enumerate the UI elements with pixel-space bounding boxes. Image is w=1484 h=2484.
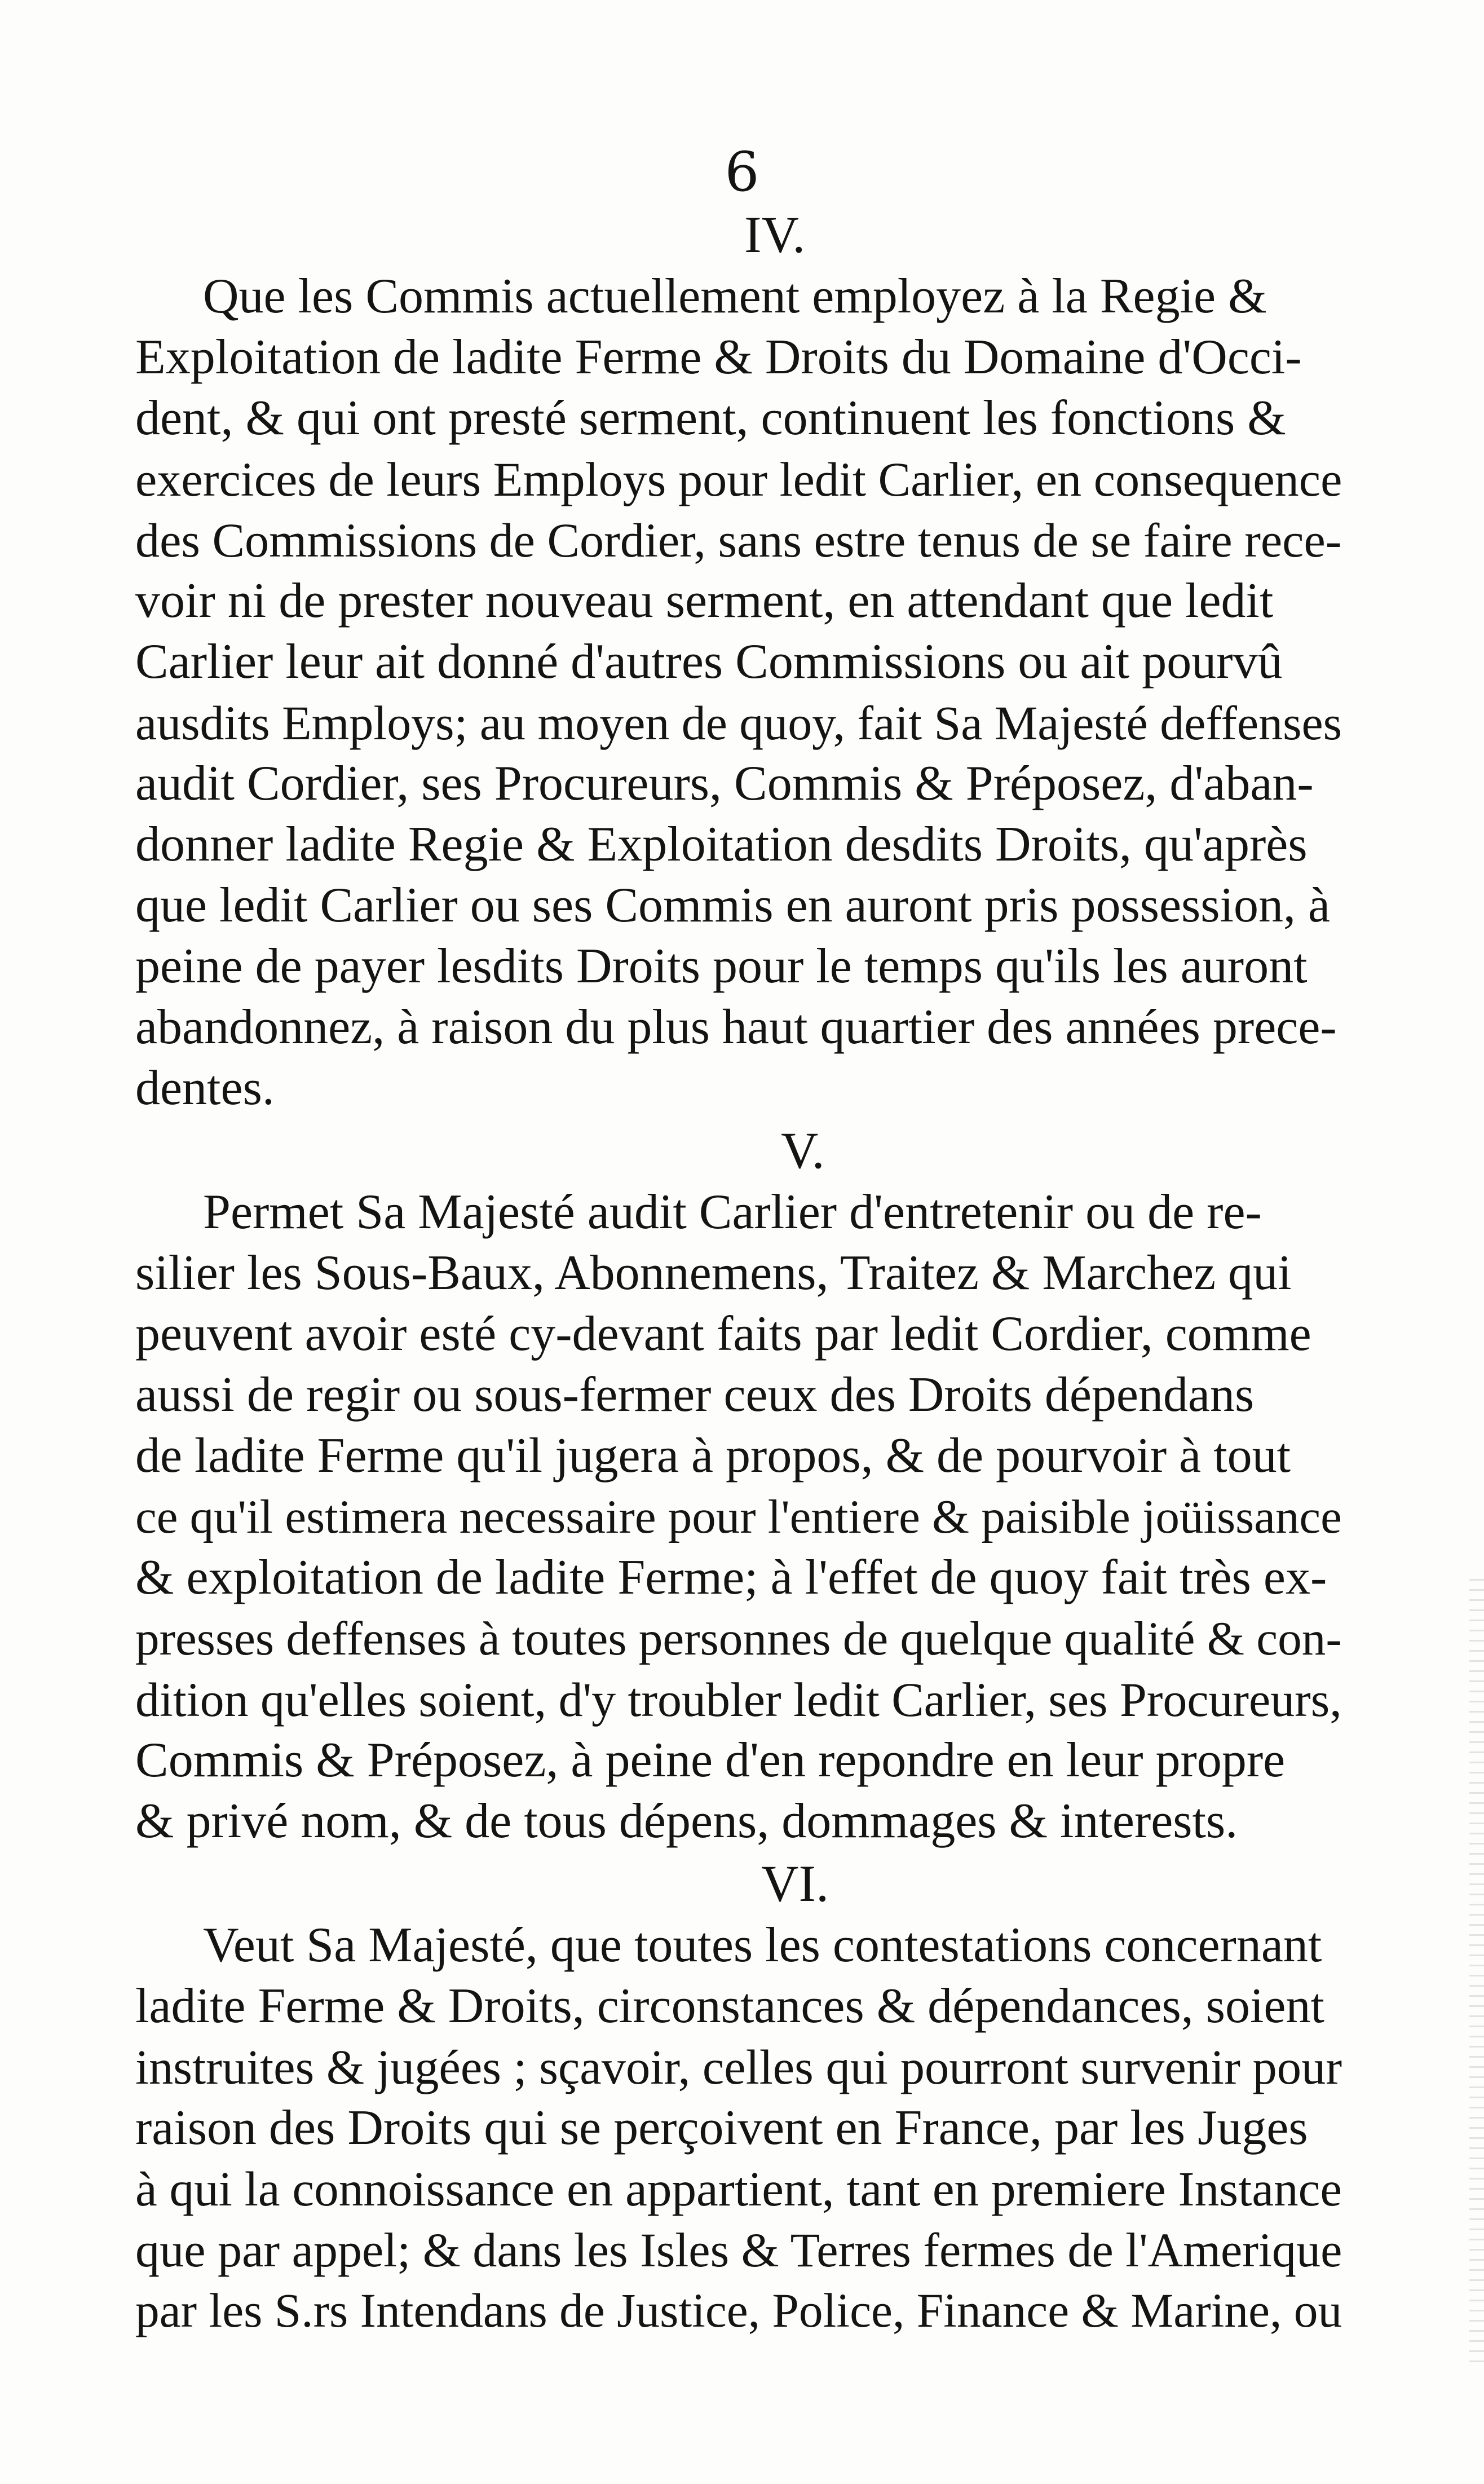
text-line: que ledit Carlier ou ses Commis en auront pris possession, à (135, 878, 1331, 933)
text-line: Carlier leur ait donné d'autres Commissions ou ait pourvû (135, 634, 1283, 689)
text-line: Permet Sa Majesté audit Carlier d'entretenir ou de re- (203, 1185, 1262, 1239)
text-line: exercices de leurs Employs pour ledit Carlier, en consequence (135, 452, 1342, 506)
text-line: ausdits Employs; au moyen de quoy, fait Sa Majesté deffenses (135, 696, 1342, 750)
text-line: ladite Ferme & Droits, circonstances & dépendances, soient (135, 1979, 1324, 2033)
text-line: par les S.rs Intendans de Justice, Police, Finance & Marine, ou (135, 2284, 1342, 2337)
text-line: des Commissions de Cordier, sans estre tenus de se faire rece- (135, 513, 1342, 567)
article-heading-v: V. (781, 1122, 825, 1179)
text-line: Exploitation de ladite Ferme & Droits du Domaine d'Occi- (135, 330, 1302, 385)
text-block (135, 203, 1483, 2341)
text-line: à qui la connoissance en appartient, tant en premiere Instance (135, 2161, 1342, 2216)
text-line: de ladite Ferme qu'il jugera à propos, & de pourvoir à tout (135, 1428, 1291, 1483)
article-heading-iv: IV. (744, 206, 806, 263)
text-line: Que les Commis actuellement employez à la Regie & (203, 269, 1267, 324)
text-line: donner ladite Regie & Exploitation desdits Droits, qu'après (135, 817, 1308, 872)
text-line: ce qu'il estimera necessaire pour l'entiere & paisible joüissance (135, 1490, 1342, 1543)
text-line: instruites & jugées ; sçavoir, celles qui pourront survenir pour (135, 2040, 1342, 2094)
text-line: silier les Sous-Baux, Abonnemens, Traitez & Marchez qui (135, 1246, 1292, 1300)
text-line: que par appel; & dans les Isles & Terres fermes de l'Amerique (135, 2223, 1342, 2277)
text-line: dentes. (135, 1061, 275, 1115)
text-line: Commis & Préposez, à peine d'en repondre en leur propre (135, 1733, 1286, 1788)
text-line: presses deffenses à toutes personnes de quelque qualité & con- (135, 1612, 1342, 1665)
text-line: Veut Sa Majesté, que toutes les contestations concernant (203, 1918, 1322, 1973)
text-line: & exploitation de ladite Ferme; à l'effet de quoy fait très ex- (135, 1550, 1327, 1605)
text-line: abandonnez, à raison du plus haut quartier des années prece- (135, 1000, 1337, 1055)
page-number: 6 (725, 140, 759, 204)
text-line: dent, & qui ont presté serment, continuent les fonctions & (135, 391, 1286, 445)
text-line: peine de payer lesdits Droits pour le temps qu'ils les auront (135, 939, 1308, 994)
margin-scan-artifact (1469, 1579, 1484, 2368)
text-line: raison des Droits qui se perçoivent en France, par les Juges (135, 2101, 1308, 2155)
text-line: aussi de regir ou sous-fermer ceux des Droits dépendans (135, 1367, 1255, 1422)
text-line: voir ni de prester nouveau serment, en attendant que ledit (135, 573, 1274, 628)
text-line: peuvent avoir esté cy-devant faits par ledit Cordier, comme (135, 1307, 1311, 1361)
article-heading-vi: VI. (761, 1855, 829, 1912)
text-line: & privé nom, & de tous dépens, dommages & interests. (135, 1794, 1238, 1848)
text-line: audit Cordier, ses Procureurs, Commis & Préposez, d'aban- (135, 756, 1314, 811)
text-line: dition qu'elles soient, d'y troubler ledit Carlier, ses Procureurs, (135, 1673, 1342, 1727)
